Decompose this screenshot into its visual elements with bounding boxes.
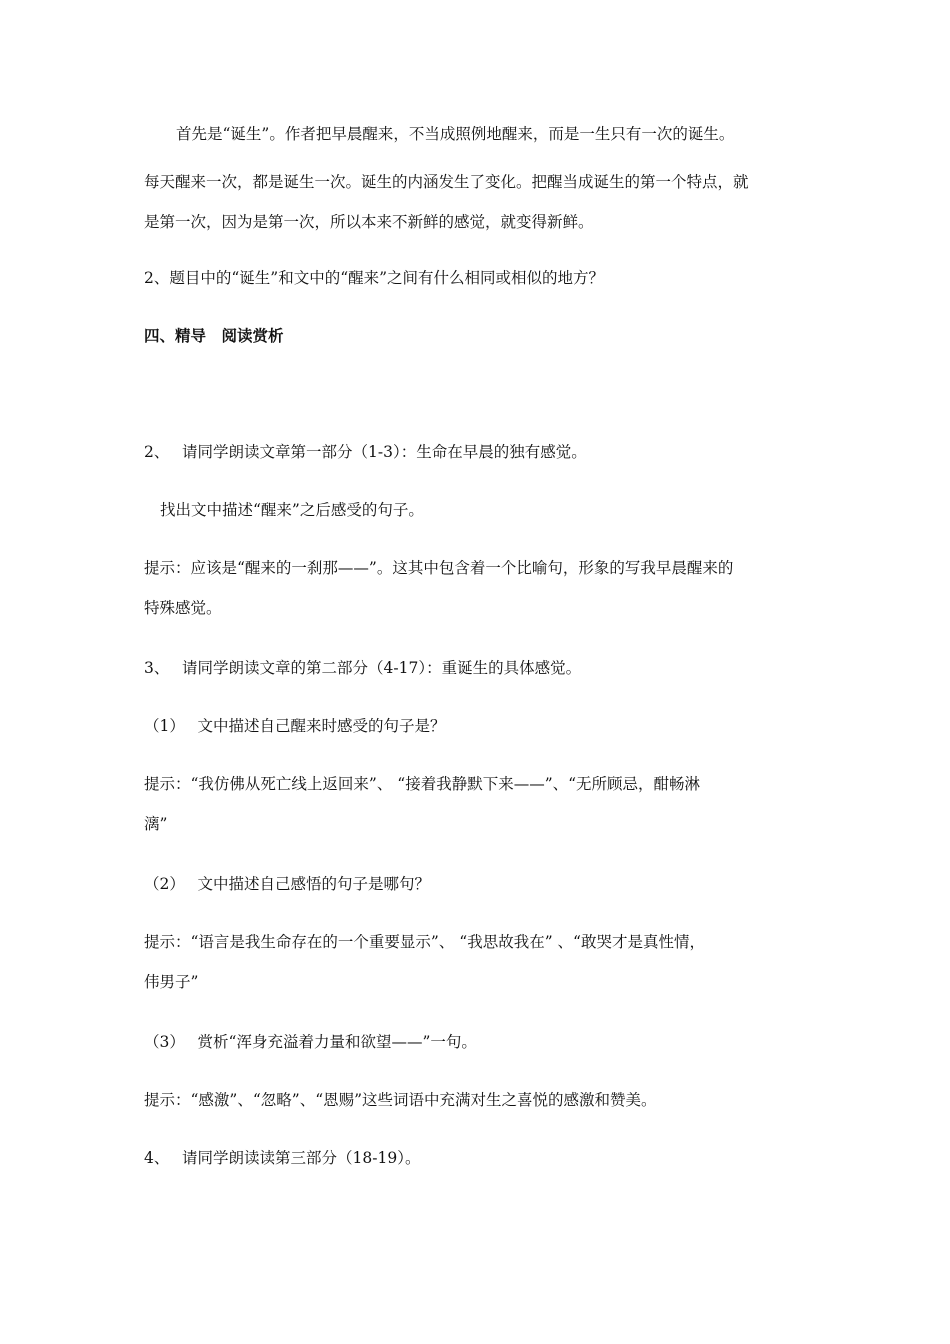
- hint-4: 提示：“感激”、“忽略”、“恩赐”这些词语中充满对生之喜悦的感激和赞美。: [144, 1091, 657, 1109]
- item-2: 2、 请同学朗读文章第一部分（1-3）：生命在早晨的独有感觉。: [144, 443, 587, 461]
- hint-1-line2: 特殊感觉。: [144, 599, 222, 617]
- sub-question-1: （1） 文中描述自己醒来时感受的句子是？: [144, 717, 446, 735]
- item-2-sub: 找出文中描述“醒来”之后感受的句子。: [160, 501, 424, 519]
- paragraph-birth-line2: 每天醒来一次，都是诞生一次。诞生的内涵发生了变化。把醒当成诞生的第一个特点，就: [144, 173, 749, 191]
- hint-2-line2: 漓”: [144, 815, 168, 833]
- sub-question-2: （2） 文中描述自己感悟的句子是哪句？: [144, 875, 431, 893]
- hint-3-line1: 提示：“语言是我生命存在的一个重要显示”、 “我思故我在” 、“敢哭才是真性情，: [144, 933, 705, 951]
- item-3: 3、 请同学朗读文章的第二部分（4-17）：重诞生的具体感觉。: [144, 659, 582, 677]
- hint-3-line2: 伟男子”: [144, 973, 199, 991]
- paragraph-birth-line1: 首先是“诞生”。作者把早晨醒来，不当成照例地醒来，而是一生只有一次的诞生。: [176, 125, 735, 143]
- section-heading: 四、精导 阅读赏析: [144, 326, 284, 345]
- item-4: 4、 请同学朗读读第三部分（18-19）。: [144, 1149, 421, 1167]
- paragraph-birth-line3: 是第一次，因为是第一次，所以本来不新鲜的感觉，就变得新鲜。: [144, 213, 594, 231]
- sub-question-3: （3） 赏析“浑身充溢着力量和欲望——”一句。: [144, 1033, 477, 1051]
- hint-2-line1: 提示：“我仿佛从死亡线上返回来”、 “接着我静默下来——”、“无所顾忌，酣畅淋: [144, 775, 701, 793]
- hint-1-line1: 提示：应该是“醒来的一刹那——”。这其中包含着一个比喻句，形象的写我早晨醒来的: [144, 559, 734, 577]
- question-2-top: 2、题目中的“诞生”和文中的“醒来”之间有什么相同或相似的地方？: [144, 269, 605, 287]
